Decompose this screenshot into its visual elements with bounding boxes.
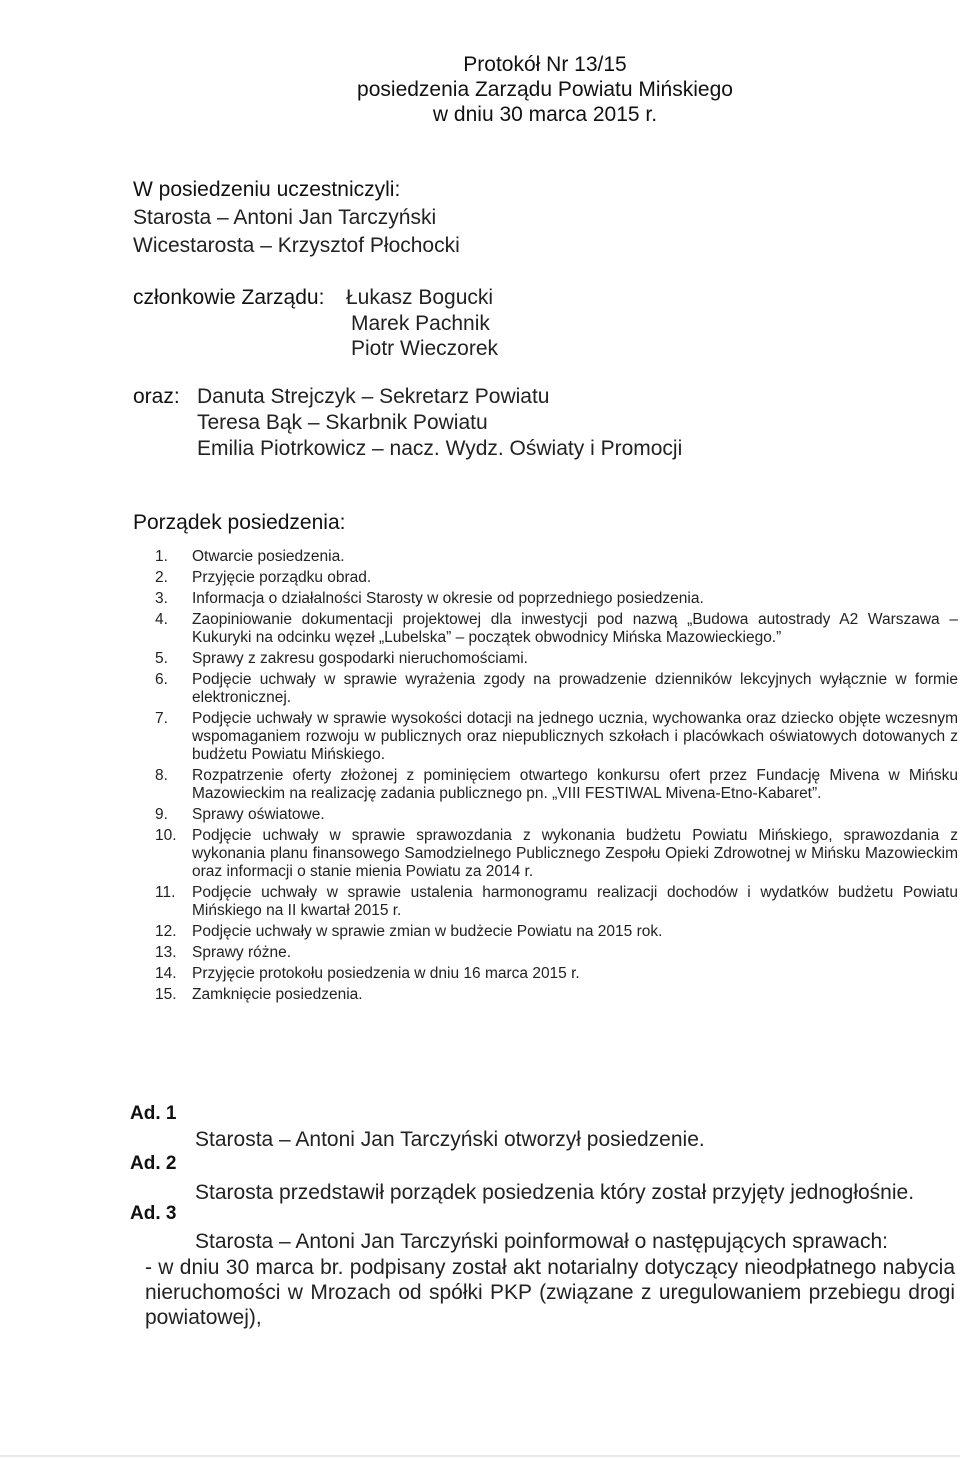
ad1-label: Ad. 1: [130, 1103, 177, 1124]
ad3-paragraph: - w dniu 30 marca br. podpisany został akt notarialny dotyczący nieodpłatnego nabycia nieruchomości w Mrozach od spółki PKP (związane z uregulowaniem przebiegu drogi powiatowej),: [145, 1256, 955, 1329]
agenda-item: 6. Podjęcie uchwały w sprawie wyrażenia zgody na prowadzenie dzienników lekcyjnych wyłącznie w formie elektronicznej.: [155, 671, 958, 706]
scan-edge-divider: [0, 1455, 960, 1457]
others-label: oraz:: [133, 385, 180, 408]
meeting-date: w dniu 30 marca 2015 r.: [432, 103, 658, 126]
participant-wicestarosta: Wicestarosta – Krzysztof Płochocki: [133, 234, 460, 257]
agenda-item: 13. Sprawy różne.: [155, 944, 292, 961]
other-participant: Teresa Bąk – Skarbnik Powiatu: [197, 411, 488, 434]
ad3-label: Ad. 3: [130, 1203, 177, 1224]
agenda-list: [155, 548, 960, 1007]
board-label: członkowie Zarządu:: [133, 286, 325, 309]
board-member: Łukasz Bogucki: [346, 286, 494, 309]
board-member: Marek Pachnik: [351, 312, 490, 335]
agenda-title: Porządek posiedzenia:: [133, 511, 346, 534]
agenda-item: 8. Rozpatrzenie oferty złożonej z pominięciem otwartego konkursu ofert przez Fundację Mivena w Mińsku Mazowieckim na realizację zadania publicznego pn. „VIII FESTIWAL Mivena-Etno-Kabaret”.: [155, 767, 958, 802]
participant-starosta: Starosta – Antoni Jan Tarczyński: [133, 206, 437, 229]
agenda-item: 9. Sprawy oświatowe.: [155, 806, 325, 823]
participants-title: W posiedzeniu uczestniczyli:: [133, 178, 401, 201]
meeting-name: posiedzenia Zarządu Powiatu Mińskiego: [357, 78, 733, 101]
ad1-text: Starosta – Antoni Jan Tarczyński otworzył posiedzenie.: [195, 1128, 705, 1151]
agenda-item: 1. Otwarcie posiedzenia.: [155, 548, 345, 565]
agenda-item: 5. Sprawy z zakresu gospodarki nieruchomościami.: [155, 650, 528, 667]
ad3-text: Starosta – Antoni Jan Tarczyński poinformował o następujących sprawach:: [195, 1230, 888, 1253]
other-participant: Emilia Piotrkowicz – nacz. Wydz. Oświaty i Promocji: [197, 437, 683, 460]
other-participant: Danuta Strejczyk – Sekretarz Powiatu: [197, 385, 550, 408]
agenda-item: 15. Zamknięcie posiedzenia.: [155, 986, 363, 1003]
board-member: Piotr Wieczorek: [351, 337, 499, 360]
ad2-label: Ad. 2: [130, 1153, 177, 1174]
agenda-item: 3. Informacja o działalności Starosty w okresie od poprzedniego posiedzenia.: [155, 590, 704, 607]
agenda-item: 7. Podjęcie uchwały w sprawie wysokości dotacji na jednego ucznia, wychowanka oraz dziecko objęte wczesnym wspomaganiem rozwoju w publicznych oraz niepublicznych szkołach i placówkach oświatowych dotowanych z budżetu Powiatu Mińskiego.: [155, 710, 958, 763]
agenda-item: 4. Zaopiniowanie dokumentacji projektowej dla inwestycji pod nazwą „Budowa autostrady A2 Warszawa – Kukuryki na odcinku węzeł „Lubelska” – początek obwodnicy Mińska Mazowieckiego.”: [155, 611, 958, 646]
agenda-item: 10. Podjęcie uchwały w sprawie sprawozdania z wykonania budżetu Powiatu Mińskiego, sprawozdania z wykonania planu finansowego Samodzielnego Publicznego Zespołu Opieki Zdrowotnej w Mińsku Mazowieckim oraz informacji o stanie mienia Powiatu za 2014 r.: [155, 827, 958, 880]
agenda-item: 14. Przyjęcie protokołu posiedzenia w dniu 16 marca 2015 r.: [155, 965, 580, 982]
agenda-item: 11. Podjęcie uchwały w sprawie ustalenia harmonogramu realizacji dochodów i wydatków budżetu Powiatu Mińskiego na II kwartał 2015 r.: [155, 884, 958, 919]
agenda-item: 12. Podjęcie uchwały w sprawie zmian w budżecie Powiatu na 2015 rok.: [155, 923, 663, 940]
protocol-number: Protokół Nr 13/15: [463, 53, 627, 76]
agenda-item: 2. Przyjęcie porządku obrad.: [155, 569, 372, 586]
ad2-text: Starosta przedstawił porządek posiedzenia który został przyjęty jednogłośnie.: [195, 1181, 915, 1204]
protocol-header: [0, 52, 960, 127]
